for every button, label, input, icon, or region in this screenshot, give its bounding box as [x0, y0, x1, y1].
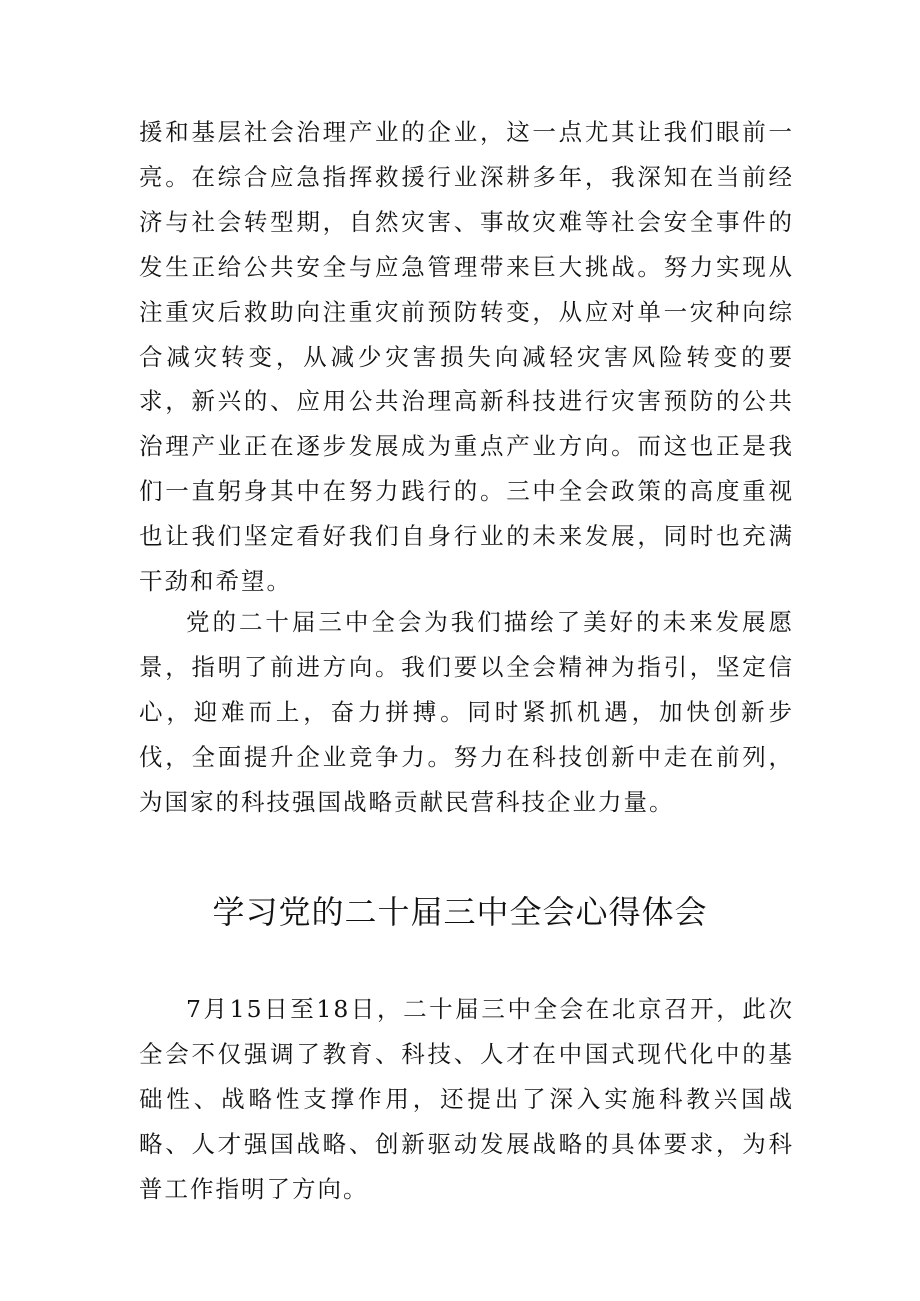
body-paragraph-3: 7月15日至18日，二十届三中全会在北京召开，此次全会不仅强调了教育、科技、人才在中国式现代化中的基础性、战略性支撑作用，还提出了深入实施科教兴国战略、人才强国战略、创新驱动发展战略的具体要求，为科普工作指明了方向。	[139, 995, 794, 1203]
body-paragraph-2: 党的二十届三中全会为我们描绘了美好的未来发展愿景，指明了前进方向。我们要以全会精神为指引，坚定信心，迎难而上，奋力拼搏。同时紧抓机遇，加快创新步伐，全面提升企业竞争力。努力在科技创新中走在前列，为国家的科技强国战略贡献民营科技企业力量。	[139, 608, 794, 816]
body-paragraph-1: 援和基层社会治理产业的企业，这一点尤其让我们眼前一亮。在综合应急指挥救援行业深耕多年，我深知在当前经济与社会转型期，自然灾害、事故灾难等社会安全事件的发生正给公共安全与应急管理带来巨大挑战。努力实现从注重灾后救助向注重灾前预防转变，从应对单一灾种向综合减灾转变，从减少灾害损失向减轻灾害风险转变的要求，新兴的、应用公共治理高新科技进行灾害预防的公共治理产业正在逐步发展成为重点产业方向。而这也正是我们一直躬身其中在努力践行的。三中全会政策的高度重视也让我们坚定看好我们自身行业的未来发展，同时也充满干劲和希望。	[139, 118, 794, 596]
section-heading: 学习党的二十届三中全会心得体会	[212, 893, 708, 931]
